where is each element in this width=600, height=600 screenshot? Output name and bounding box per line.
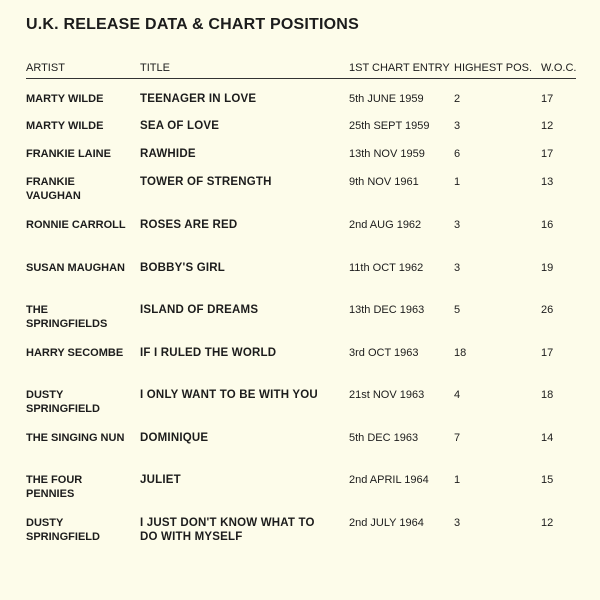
weeks-on-chart-cell: 12	[541, 517, 554, 529]
weeks-on-chart-cell: 17	[541, 347, 554, 359]
artist-cell: FRANKIE LAINE	[26, 148, 111, 160]
chart-table	[26, 60, 577, 543]
chart-entry-cell: 2nd APRIL 1964	[349, 474, 429, 486]
title-cell: JULIET	[140, 474, 181, 486]
weeks-on-chart-cell: 16	[541, 219, 554, 231]
weeks-on-chart-cell: 12	[541, 120, 554, 132]
title-cell: IF I RULED THE WORLD	[140, 347, 277, 359]
weeks-on-chart-cell: 14	[541, 432, 554, 444]
weeks-on-chart-cell: 15	[541, 474, 554, 486]
title-cell: SEA OF LOVE	[140, 120, 220, 132]
artist-cell: SUSAN MAUGHAN	[26, 262, 125, 274]
artist-cell: THE FOUR PENNIES	[26, 474, 83, 500]
weeks-on-chart-cell: 17	[541, 148, 554, 160]
weeks-on-chart-cell: 18	[541, 389, 554, 401]
chart-entry-cell: 25th SEPT 1959	[349, 120, 430, 132]
artist-cell: DUSTY SPRINGFIELD	[26, 389, 100, 415]
highest-position-cell: 18	[454, 347, 467, 359]
artist-cell: DUSTY SPRINGFIELD	[26, 517, 100, 543]
page-title: U.K. RELEASE DATA & CHART POSITIONS	[26, 16, 359, 33]
artist-cell: MARTY WILDE	[26, 93, 104, 105]
header-chart-entry: 1ST CHART ENTRY	[349, 62, 450, 74]
highest-position-cell: 7	[454, 432, 461, 444]
title-cell: TOWER OF STRENGTH	[140, 176, 272, 188]
highest-position-cell: 5	[454, 304, 461, 316]
title-cell: DOMINIQUE	[140, 432, 209, 444]
chart-entry-cell: 5th DEC 1963	[349, 432, 419, 444]
title-cell: RAWHIDE	[140, 148, 196, 160]
title-cell: ROSES ARE RED	[140, 219, 238, 231]
header-highest-position: HIGHEST POS.	[454, 62, 533, 74]
highest-position-cell: 2	[454, 93, 461, 105]
highest-position-cell: 3	[454, 517, 461, 529]
weeks-on-chart-cell: 13	[541, 176, 554, 188]
artist-cell: HARRY SECOMBE	[26, 347, 124, 359]
weeks-on-chart-cell: 19	[541, 262, 554, 274]
highest-position-cell: 4	[454, 389, 461, 401]
header-title: TITLE	[140, 62, 170, 74]
highest-position-cell: 3	[454, 120, 461, 132]
highest-position-cell: 1	[454, 176, 461, 188]
header-artist: ARTIST	[26, 62, 65, 74]
highest-position-cell: 3	[454, 262, 461, 274]
title-cell: TEENAGER IN LOVE	[140, 93, 257, 105]
highest-position-cell: 6	[454, 148, 461, 160]
chart-entry-cell: 13th NOV 1959	[349, 148, 425, 160]
weeks-on-chart-cell: 17	[541, 93, 554, 105]
artist-cell: THE SINGING NUN	[26, 432, 125, 444]
chart-entry-cell: 5th JUNE 1959	[349, 93, 424, 105]
title-cell: BOBBY'S GIRL	[140, 262, 226, 274]
title-cell: I ONLY WANT TO BE WITH YOU	[140, 389, 318, 401]
artist-cell: MARTY WILDE	[26, 120, 104, 132]
highest-position-cell: 3	[454, 219, 461, 231]
title-cell: ISLAND OF DREAMS	[140, 304, 259, 316]
chart-entry-cell: 2nd AUG 1962	[349, 219, 422, 231]
chart-entry-cell: 13th DEC 1963	[349, 304, 425, 316]
chart-entry-cell: 11th OCT 1962	[349, 262, 424, 274]
artist-cell: RONNIE CARROLL	[26, 219, 126, 231]
header-weeks-on-chart: W.O.C.	[541, 62, 577, 74]
weeks-on-chart-cell: 26	[541, 304, 554, 316]
highest-position-cell: 1	[454, 474, 461, 486]
table-header	[26, 60, 576, 79]
chart-entry-cell: 9th NOV 1961	[349, 176, 419, 188]
artist-cell: FRANKIE VAUGHAN	[26, 176, 81, 202]
chart-entry-cell: 3rd OCT 1963	[349, 347, 419, 359]
chart-entry-cell: 2nd JULY 1964	[349, 517, 424, 529]
artist-cell: THE SPRINGFIELDS	[26, 304, 108, 330]
chart-entry-cell: 21st NOV 1963	[349, 389, 425, 401]
title-cell: I JUST DON'T KNOW WHAT TO DO WITH MYSELF	[140, 517, 315, 543]
